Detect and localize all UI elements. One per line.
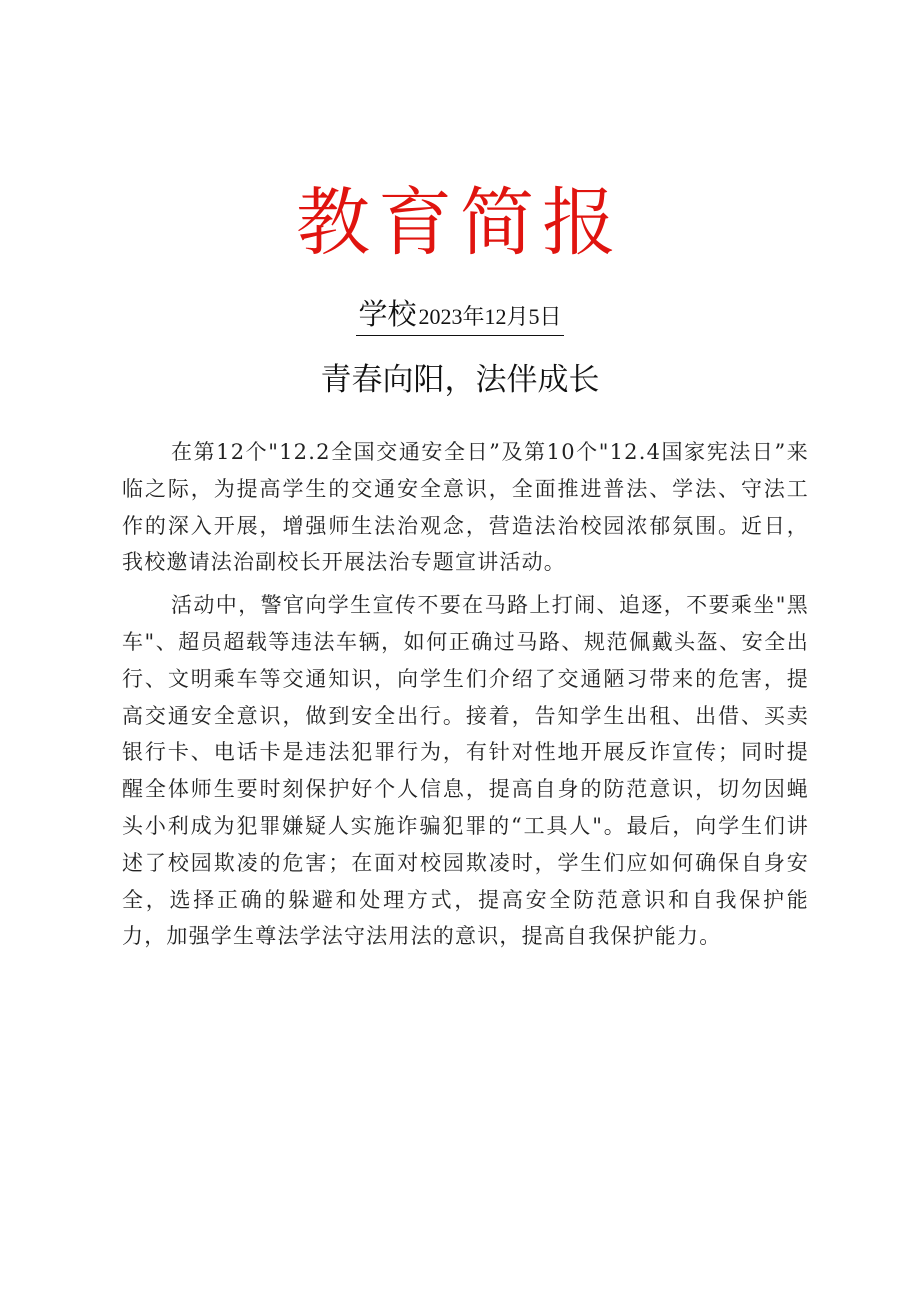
dateline-underlined [356,296,563,336]
dateline [0,296,920,336]
article-headline: 青春向阳，法伴成长 [320,362,600,398]
article-paragraph-2: 活动中，警官向学生宣传不要在马路上打闹、追逐，不要乘坐"黑车"、超员超载等违法车辆，如何正确过马路、规范佩戴头盔、安全出行、文明乘车等交通知识，向学生们介绍了交通陋习带来的危害，提高交通安全意识，做到安全出行。接着，告知学生出租、出借、买卖银行卡、电话卡是违法犯罪行为，有针对性地开展反诈宣传；同时提醒全体师生要时刻保护好个人信息，提高自身的防范意识，切勿因蝇头小利成为犯罪嫌疑人实施诈骗犯罪的“工具人"。最后，向学生们讲述了校园欺凌的危害；在面对校园欺凌时，学生们应如何确保自身安全，选择正确的躲避和处理方式，提高安全防范意识和自我保护能力，加强学生尊法学法守法用法的意识，提高自我保护能力。 [122,593,809,949]
newsletter-masthead: 教育简报 [296,180,624,266]
issue-date: 2023年12月5日 [418,304,562,329]
school-name: 学校 [358,297,417,331]
article-body [122,434,809,961]
article-paragraph-1: 在第12个"12.2全国交通安全日”及第10个"12.4国家宪法日”来临之际，为提高学生的交通安全意识，全面推进普法、学法、守法工作的深入开展，增强师生法治观念，营造法治校园浓郁氛围。近日，我校邀请法治副校长开展法治专题宣讲活动。 [122,440,809,575]
